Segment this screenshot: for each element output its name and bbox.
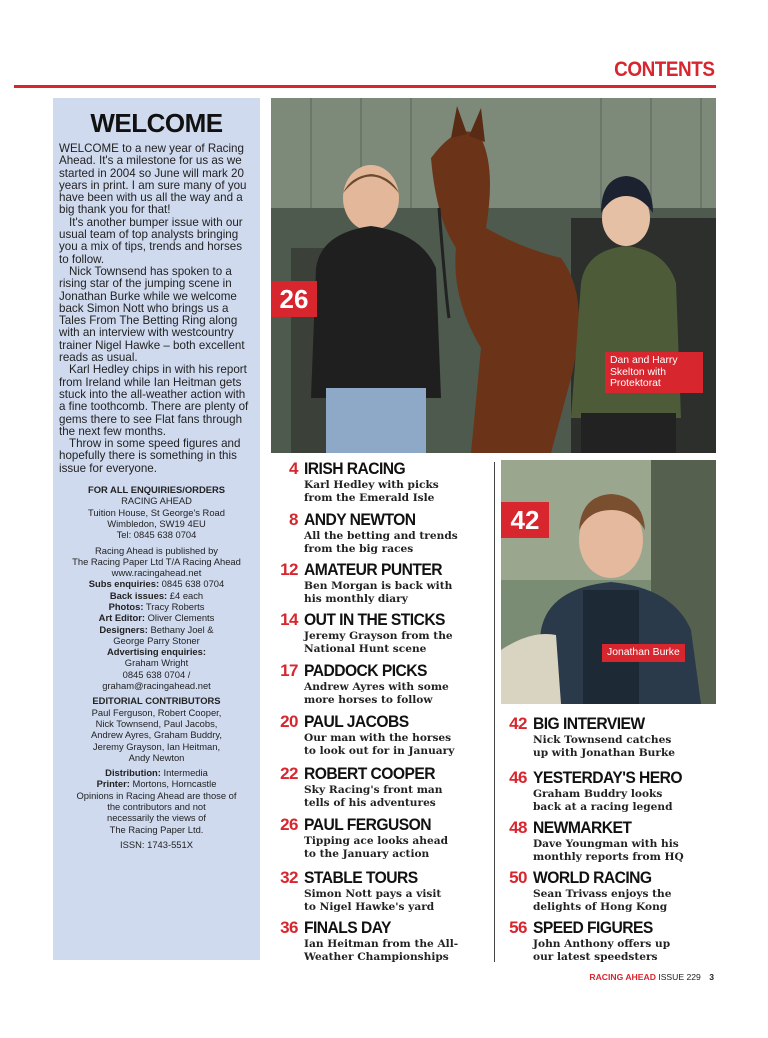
toc-desc: Jeremy Grayson from the bbox=[304, 630, 453, 642]
toc-title: ROBERT COOPER bbox=[304, 764, 435, 783]
art-editor-line: Art Editor: Oliver Clements bbox=[98, 612, 215, 624]
toc-item-speed-figures[interactable] bbox=[503, 918, 670, 964]
toc-page-number: 32 bbox=[280, 868, 298, 887]
toc-desc: tells of his adventures bbox=[304, 797, 436, 809]
toc-title: PAUL FERGUSON bbox=[304, 815, 431, 834]
contributors-line: Andy Newton bbox=[128, 751, 185, 763]
contributors-line: Andrew Ayres, Graham Buddry, bbox=[91, 729, 222, 741]
welcome-panel bbox=[53, 98, 260, 960]
ads-line: Graham Wright bbox=[124, 657, 189, 669]
toc-title: AMATEUR PUNTER bbox=[304, 560, 442, 579]
page-footer bbox=[589, 972, 714, 982]
welcome-body bbox=[59, 143, 254, 475]
toc-title: IRISH RACING bbox=[304, 459, 406, 478]
contributors-line: Paul Ferguson, Robert Cooper, bbox=[91, 706, 222, 718]
hero-photo-illustration bbox=[271, 98, 716, 453]
publisher-line: The Racing Paper Ltd T/A Racing Ahead bbox=[72, 555, 241, 567]
toc-desc: Ben Morgan is back with bbox=[304, 580, 453, 592]
hero-photo bbox=[271, 98, 716, 453]
header-rule bbox=[14, 85, 716, 88]
address-line: Tuition House, St George's Road bbox=[88, 506, 225, 518]
jonathan-burke-photo bbox=[501, 460, 716, 704]
toc-page-number: 4 bbox=[289, 459, 298, 478]
toc-page-number: 42 bbox=[509, 714, 527, 733]
toc-item-finals-day[interactable] bbox=[274, 918, 458, 964]
toc-page-number: 26 bbox=[280, 815, 298, 834]
welcome-paragraph: It's another bumper issue with our usual team of top analysts bringing you a mix of tips, trends and horses to follow. bbox=[59, 215, 243, 266]
photo2-page-badge: 42 bbox=[501, 502, 549, 538]
enquiries-heading: FOR ALL ENQUIRIES/ORDERS bbox=[88, 484, 225, 496]
toc-title: BIG INTERVIEW bbox=[533, 714, 645, 733]
toc-item-world-racing[interactable] bbox=[503, 868, 671, 914]
toc-title: PADDOCK PICKS bbox=[304, 661, 427, 680]
toc-desc: to look out for in January bbox=[304, 745, 455, 757]
disclaimer-line: the contributors and not bbox=[107, 801, 206, 813]
toc-item-andy-newton[interactable] bbox=[274, 510, 458, 556]
contents-heading: CONTENTS bbox=[613, 58, 714, 81]
toc-title: WORLD RACING bbox=[533, 868, 652, 887]
toc-item-out-in-the-sticks[interactable] bbox=[274, 610, 457, 656]
toc-item-newmarket[interactable] bbox=[503, 818, 684, 864]
distribution-line: Distribution: Intermedia bbox=[105, 767, 208, 779]
toc-page-number: 20 bbox=[280, 712, 298, 731]
subs-line: Subs enquiries: 0845 638 0704 bbox=[88, 578, 225, 590]
toc-title: ANDY NEWTON bbox=[304, 510, 416, 529]
hero-page-badge: 26 bbox=[271, 281, 317, 317]
welcome-title: WELCOME bbox=[90, 108, 223, 138]
hero-caption: Dan and Harry Skelton with Protektorat bbox=[605, 352, 703, 393]
welcome-paragraph: WELCOME to a new year of Racing Ahead. It's a milestone for us as we started in 2004 so June will mark 20 years in print. I am sure many of you have been with us all the way and a big thank you for that! bbox=[59, 142, 247, 217]
toc-title: OUT IN THE STICKS bbox=[304, 610, 445, 629]
toc-desc: Graham Buddry looks bbox=[533, 788, 663, 800]
address-line: Tel: 0845 638 0704 bbox=[116, 529, 197, 541]
toc-desc: National Hunt scene bbox=[304, 643, 427, 655]
toc-desc: delights of Hong Kong bbox=[533, 901, 668, 913]
toc-item-paul-jacobs[interactable] bbox=[274, 712, 454, 758]
printer-line: Printer: Mortons, Horncastle bbox=[96, 778, 217, 790]
welcome-paragraph: Throw in some speed figures and hopefully there is something in this issue for everyone. bbox=[59, 437, 241, 475]
designers-line-2: George Parry Stoner bbox=[113, 634, 200, 646]
toc-item-stable-tours[interactable] bbox=[274, 868, 441, 914]
website-link[interactable]: www.racingahead.net bbox=[111, 567, 202, 579]
disclaimer-line: Opinions in Racing Ahead are those of bbox=[76, 789, 237, 801]
address-line: RACING AHEAD bbox=[121, 495, 192, 507]
toc-desc: Simon Nott pays a visit bbox=[304, 888, 442, 900]
toc-page-number: 14 bbox=[280, 610, 298, 629]
disclaimer-line: necessarily the views of bbox=[106, 812, 206, 824]
toc-desc: from the Emerald Isle bbox=[304, 492, 435, 504]
enquiries-block bbox=[59, 484, 254, 850]
page-number: 3 bbox=[709, 972, 714, 982]
toc-desc: Ian Heitman from the All- bbox=[304, 938, 459, 950]
toc-title: SPEED FIGURES bbox=[533, 918, 653, 937]
toc-title: STABLE TOURS bbox=[304, 868, 418, 887]
toc-page-number: 12 bbox=[280, 560, 298, 579]
disclaimer-line: The Racing Paper Ltd. bbox=[109, 823, 204, 835]
footer-issue: ISSUE 229 bbox=[658, 972, 701, 982]
toc-page-number: 46 bbox=[509, 768, 527, 787]
toc-desc: All the betting and trends bbox=[304, 530, 458, 542]
welcome-paragraph: Nick Townsend has spoken to a rising star of the jumping scene in Jonathan Burke while we welcome back Simon Nott who brings us a Tales From The Betting Ring along with an interview with westcountry trainer Nigel Hawke – both excellent reads as usual. bbox=[59, 264, 245, 365]
toc-desc: Karl Hedley with picks bbox=[304, 479, 439, 491]
ads-line: 0845 638 0704 / bbox=[122, 668, 191, 680]
toc-desc: Andrew Ayres with some bbox=[304, 681, 449, 693]
toc-page-number: 8 bbox=[289, 510, 298, 529]
toc-desc: his monthly diary bbox=[304, 593, 408, 605]
contributors-heading: EDITORIAL CONTRIBUTORS bbox=[92, 695, 221, 707]
issn: ISSN: 1743-551X bbox=[120, 838, 193, 850]
toc-page-number: 22 bbox=[280, 764, 298, 783]
toc-page-number: 50 bbox=[509, 868, 527, 887]
toc-title: FINALS DAY bbox=[304, 918, 391, 937]
toc-desc: back at a racing legend bbox=[533, 801, 673, 813]
toc-desc: Sky Racing's front man bbox=[304, 784, 443, 796]
toc-desc: Nick Townsend catches bbox=[533, 734, 672, 746]
address-line: Wimbledon, SW19 4EU bbox=[107, 517, 206, 529]
toc-desc: our latest speedsters bbox=[533, 951, 658, 963]
toc-desc: Tipping ace looks ahead bbox=[304, 835, 449, 847]
toc-desc: Sean Trivass enjoys the bbox=[533, 888, 672, 900]
welcome-paragraph: Karl Hedley chips in with his report from Ireland while Ian Heitman gets stuck into the all-weather action with a fine toothcomb. There are plenty of gems there to see Flat fans through the next few months. bbox=[59, 363, 249, 438]
toc-desc: John Anthony offers up bbox=[533, 938, 671, 950]
footer-brand: RACING AHEAD bbox=[589, 972, 656, 982]
toc-title: YESTERDAY'S HERO bbox=[533, 768, 683, 787]
toc-item-paddock-picks[interactable] bbox=[274, 661, 449, 707]
toc-page-number: 56 bbox=[509, 918, 527, 937]
toc-desc: to the January action bbox=[304, 848, 430, 860]
toc-item-yesterdays-hero[interactable] bbox=[503, 768, 695, 814]
column-divider bbox=[494, 462, 495, 962]
designers-line: Designers: Bethany Joel & bbox=[99, 623, 214, 635]
contributors-line: Jeremy Grayson, Ian Heitman, bbox=[92, 740, 221, 752]
publisher-line: Racing Ahead is published by bbox=[94, 544, 218, 556]
toc-desc: Weather Championships bbox=[304, 951, 449, 963]
email-link[interactable]: graham@racingahead.net bbox=[102, 680, 211, 692]
toc-desc: from the big races bbox=[304, 543, 414, 555]
toc-desc: more horses to follow bbox=[304, 694, 433, 706]
toc-item-big-interview[interactable] bbox=[503, 714, 675, 760]
toc-title: NEWMARKET bbox=[533, 818, 632, 837]
toc-item-robert-cooper[interactable] bbox=[274, 764, 446, 810]
back-issues-line: Back issues: £4 each bbox=[109, 589, 204, 601]
photo2-caption: Jonathan Burke bbox=[602, 644, 685, 662]
toc-page-number: 17 bbox=[280, 661, 298, 680]
toc-item-irish-racing[interactable] bbox=[274, 459, 439, 505]
toc-desc: monthly reports from HQ bbox=[533, 851, 684, 863]
contributors-line: Nick Townsend, Paul Jacobs, bbox=[95, 717, 218, 729]
toc-desc: to Nigel Hawke's yard bbox=[304, 901, 435, 913]
toc-page-number: 48 bbox=[509, 818, 527, 837]
photos-line: Photos: Tracy Roberts bbox=[108, 600, 205, 612]
jonathan-burke-illustration bbox=[501, 460, 716, 704]
ads-heading: Advertising enquiries: bbox=[107, 646, 206, 658]
toc-desc: up with Jonathan Burke bbox=[533, 747, 676, 759]
toc-item-amateur-punter[interactable] bbox=[274, 560, 454, 606]
toc-title: PAUL JACOBS bbox=[304, 712, 409, 731]
toc-page-number: 36 bbox=[280, 918, 298, 937]
toc-item-paul-ferguson[interactable] bbox=[274, 815, 448, 861]
toc-desc: Dave Youngman with his bbox=[533, 838, 679, 850]
toc-desc: Our man with the horses bbox=[304, 732, 452, 744]
